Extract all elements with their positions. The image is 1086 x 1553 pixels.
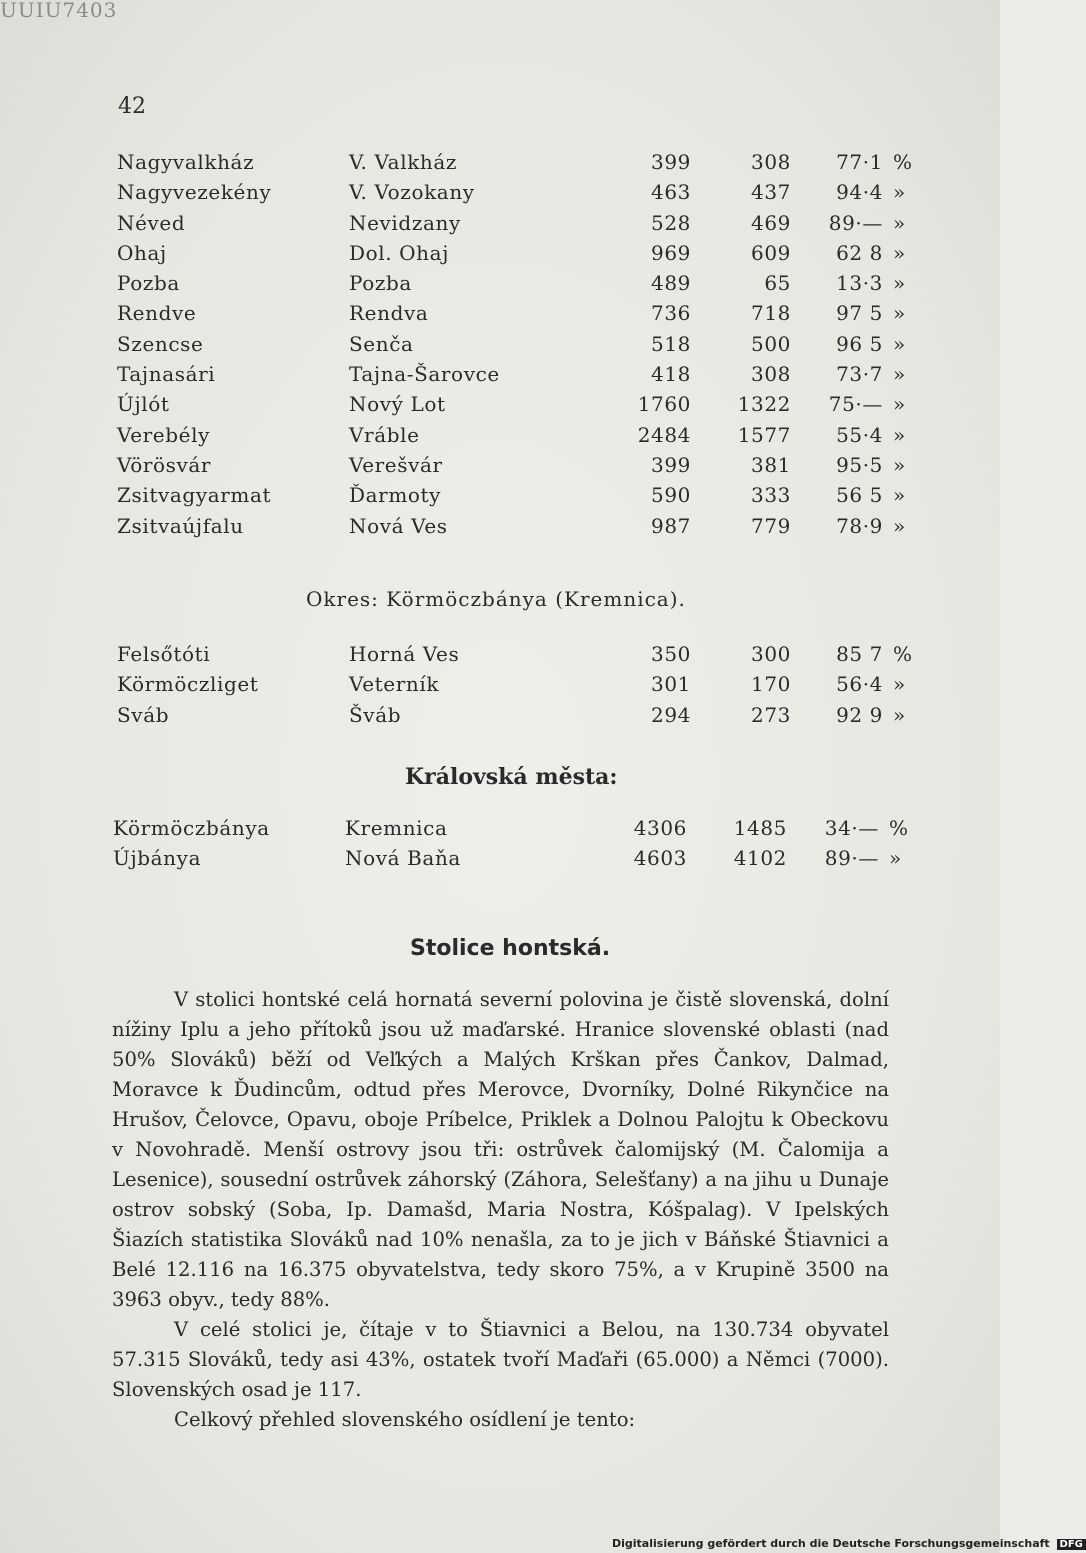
total-population-cell: 4603 (633, 846, 687, 871)
unit-mark-cell: » (893, 271, 906, 296)
slovak-name-cell: Kremnica (345, 816, 448, 840)
hungarian-name-cell: Zsitvagyarmat (117, 483, 272, 508)
table-row (117, 480, 933, 510)
hungarian-name-cell: Verebély (117, 422, 210, 447)
unit-mark-cell: » (889, 846, 902, 871)
unit-mark-cell: » (893, 240, 906, 265)
slovak-name-cell: Rendva (349, 301, 429, 326)
percentage-cell: 73·7 (836, 362, 883, 387)
slovak-population-cell: 308 (751, 362, 791, 387)
slovak-population-cell: 609 (751, 240, 791, 265)
slovak-population-cell: 170 (751, 672, 791, 697)
slovak-population-cell: 65 (764, 271, 791, 296)
total-population-cell: 399 (651, 150, 691, 174)
hungarian-name-cell: Ohaj (117, 240, 167, 265)
table-row (117, 700, 933, 730)
total-population-cell: 518 (651, 331, 691, 356)
slovak-name-cell: Veterník (349, 672, 440, 697)
percentage-cell: 85 7 (836, 642, 883, 666)
percentage-cell: 89·— (824, 846, 879, 871)
slovak-name-cell: Nový Lot (349, 392, 446, 417)
unit-mark-cell: % (889, 816, 909, 840)
footer-credit (612, 1537, 1086, 1550)
slovak-name-cell: Ďarmoty (349, 483, 442, 508)
settlement-table-1 (117, 147, 933, 541)
slovak-population-cell: 500 (751, 331, 791, 356)
slovak-name-cell: Vráble (349, 422, 420, 447)
total-population-cell: 463 (651, 180, 691, 205)
percentage-cell: 56·4 (836, 672, 883, 697)
slovak-population-cell: 300 (751, 642, 791, 666)
total-population-cell: 399 (651, 452, 691, 477)
percentage-cell: 96 5 (836, 331, 883, 356)
total-population-cell: 590 (651, 483, 691, 508)
slovak-name-cell: Dol. Ohaj (349, 240, 449, 265)
hungarian-name-cell: Zsitvaújfalu (117, 513, 244, 538)
table-row (113, 813, 929, 843)
slovak-population-cell: 1577 (737, 422, 791, 447)
paragraph: V stolici hontské celá hornatá severní polovina je čistě slovenská, dolní nížiny Iplu a jeho přítoků jsou už maďarské. Hranice slovenské oblasti (nad 50% Slováků) běží od Veľkých a Malých Krškan přes Čankov, Dalmad, Moravce k Ďudincům, odtud přes Merovce, Dvorníky, Dolné Rikynčice na Hrušov, Čelovce, Opavu, oboje Príbelce, Priklek a Dolnou Palojtu k Obeckovu v Novohradě. Menší ostrovy jsou tři: ostrůvek čalomijský (M. Čalomija a Lesenice), sousední ostrůvek záhorský (Záhora, Selešťany) a na jihu u Dunaje ostrov sobský (Soba, Ip. Damašd, Maria Nostra, Kóšpalag). V Ipelských Šiazích statistika Slováků nad 10% nenašla, za to je jich v Báňské Štiavnici a Belé 12.116 na 16.375 obyvatelstva, tedy skoro 75%, a v Krupině 3500 na 3963 obyv., tedy 88%. (112, 988, 889, 1311)
hungarian-name-cell: Körmöczliget (117, 672, 259, 697)
percentage-cell: 89·— (828, 210, 883, 235)
total-population-cell: 987 (651, 513, 691, 538)
slovak-population-cell: 1485 (733, 816, 787, 840)
total-population-cell: 350 (651, 642, 691, 666)
total-population-cell: 969 (651, 240, 691, 265)
hungarian-name-cell: Pozba (117, 271, 180, 296)
slovak-name-cell: V. Valkház (349, 150, 458, 174)
hungarian-name-cell: Nagyvezekény (117, 180, 272, 205)
total-population-cell: 418 (651, 362, 691, 387)
hungarian-name-cell: Néved (117, 210, 186, 235)
unit-mark-cell: » (893, 483, 906, 508)
unit-mark-cell: » (893, 672, 906, 697)
slovak-name-cell: Nevidzany (349, 210, 461, 235)
slovak-population-cell: 308 (751, 150, 791, 174)
slovak-population-cell: 1322 (737, 392, 791, 417)
slovak-name-cell: Šváb (349, 702, 402, 727)
stolice-heading: Stolice hontská. (410, 936, 611, 961)
unit-mark-cell: » (893, 331, 906, 356)
unit-mark-cell: » (893, 301, 906, 326)
percentage-cell: 75·— (828, 392, 883, 417)
slovak-population-cell: 381 (751, 452, 791, 477)
slovak-name-cell: Senča (349, 331, 414, 356)
hungarian-name-cell: Körmöczbánya (113, 816, 270, 840)
unit-mark-cell: » (893, 362, 906, 387)
footer-text: Digitalisierung gefördert durch die Deutsche Forschungsgemeinschaft (612, 1537, 1050, 1550)
kralovska-mesta-heading: Královská města: (405, 764, 618, 790)
table-row (117, 359, 933, 389)
scan-edge-text: UUIU7403 (0, 0, 118, 22)
settlement-table-3 (113, 813, 929, 874)
unit-mark-cell: » (893, 422, 906, 447)
total-population-cell: 528 (651, 210, 691, 235)
unit-mark-cell: » (893, 210, 906, 235)
hungarian-name-cell: Nagyvalkház (117, 150, 255, 174)
percentage-cell: 13·3 (836, 271, 883, 296)
total-population-cell: 2484 (637, 422, 691, 447)
hungarian-name-cell: Rendve (117, 301, 197, 326)
table-row (117, 329, 933, 359)
hungarian-name-cell: Sváb (117, 702, 170, 727)
hungarian-name-cell: Újlót (117, 392, 170, 417)
page-number: 42 (118, 94, 146, 119)
paragraph: Celkový přehled slovenského osídlení je tento: (174, 1408, 636, 1431)
table-row (117, 177, 933, 207)
slovak-name-cell: Verešvár (349, 452, 443, 477)
paragraph: V celé stolici je, čítaje v to Štiavnici a Belou, na 130.734 obyvatel 57.315 Slováků, tedy asi 43%, ostatek tvoří Maďaři (65.000) a Němci (7000). Slovenských osad je 117. (112, 1318, 889, 1401)
hungarian-name-cell: Szencse (117, 331, 204, 356)
table-row (113, 843, 929, 873)
unit-mark-cell: » (893, 392, 906, 417)
unit-mark-cell: » (893, 702, 906, 727)
percentage-cell: 56 5 (836, 483, 883, 508)
slovak-population-cell: 718 (751, 301, 791, 326)
total-population-cell: 301 (651, 672, 691, 697)
table-row (117, 268, 933, 298)
hungarian-name-cell: Felsőtóti (117, 642, 211, 666)
hungarian-name-cell: Tajnasári (117, 362, 216, 387)
okres-heading: Okres: Körmöczbánya (Kremnica). (306, 587, 686, 611)
hungarian-name-cell: Újbánya (113, 846, 202, 871)
slovak-name-cell: Nová Ves (349, 513, 448, 538)
table-row (117, 147, 933, 177)
table-row (117, 208, 933, 238)
total-population-cell: 1760 (637, 392, 691, 417)
dfg-logo: DFG (1057, 1539, 1086, 1550)
percentage-cell: 34·— (824, 816, 879, 840)
percentage-cell: 77·1 (836, 150, 883, 174)
total-population-cell: 294 (651, 702, 691, 727)
slovak-population-cell: 469 (751, 210, 791, 235)
slovak-population-cell: 273 (751, 702, 791, 727)
percentage-cell: 78·9 (836, 513, 883, 538)
table-row (117, 298, 933, 328)
hungarian-name-cell: Vörösvár (117, 452, 212, 477)
percentage-cell: 92 9 (836, 702, 883, 727)
percentage-cell: 97 5 (836, 301, 883, 326)
slovak-population-cell: 779 (751, 513, 791, 538)
slovak-population-cell: 4102 (733, 846, 787, 871)
slovak-name-cell: V. Vozokany (349, 180, 475, 205)
unit-mark-cell: % (893, 642, 913, 666)
unit-mark-cell: % (893, 150, 913, 174)
slovak-name-cell: Tajna-Šarovce (349, 362, 500, 387)
slovak-population-cell: 437 (751, 180, 791, 205)
slovak-population-cell: 333 (751, 483, 791, 508)
settlement-table-2 (117, 639, 933, 730)
body-text (112, 985, 889, 1435)
unit-mark-cell: » (893, 452, 906, 477)
table-row (117, 389, 933, 419)
table-row (117, 511, 933, 541)
total-population-cell: 4306 (633, 816, 687, 840)
table-row (117, 450, 933, 480)
table-row (117, 420, 933, 450)
slovak-name-cell: Nová Baňa (345, 846, 461, 871)
total-population-cell: 489 (651, 271, 691, 296)
slovak-name-cell: Horná Ves (349, 642, 460, 666)
table-row (117, 639, 933, 669)
unit-mark-cell: » (893, 180, 906, 205)
total-population-cell: 736 (651, 301, 691, 326)
percentage-cell: 62 8 (836, 240, 883, 265)
percentage-cell: 95·5 (836, 452, 883, 477)
percentage-cell: 94·4 (836, 180, 883, 205)
percentage-cell: 55·4 (836, 422, 883, 447)
slovak-name-cell: Pozba (349, 271, 412, 296)
table-row (117, 669, 933, 699)
table-row (117, 238, 933, 268)
unit-mark-cell: » (893, 513, 906, 538)
